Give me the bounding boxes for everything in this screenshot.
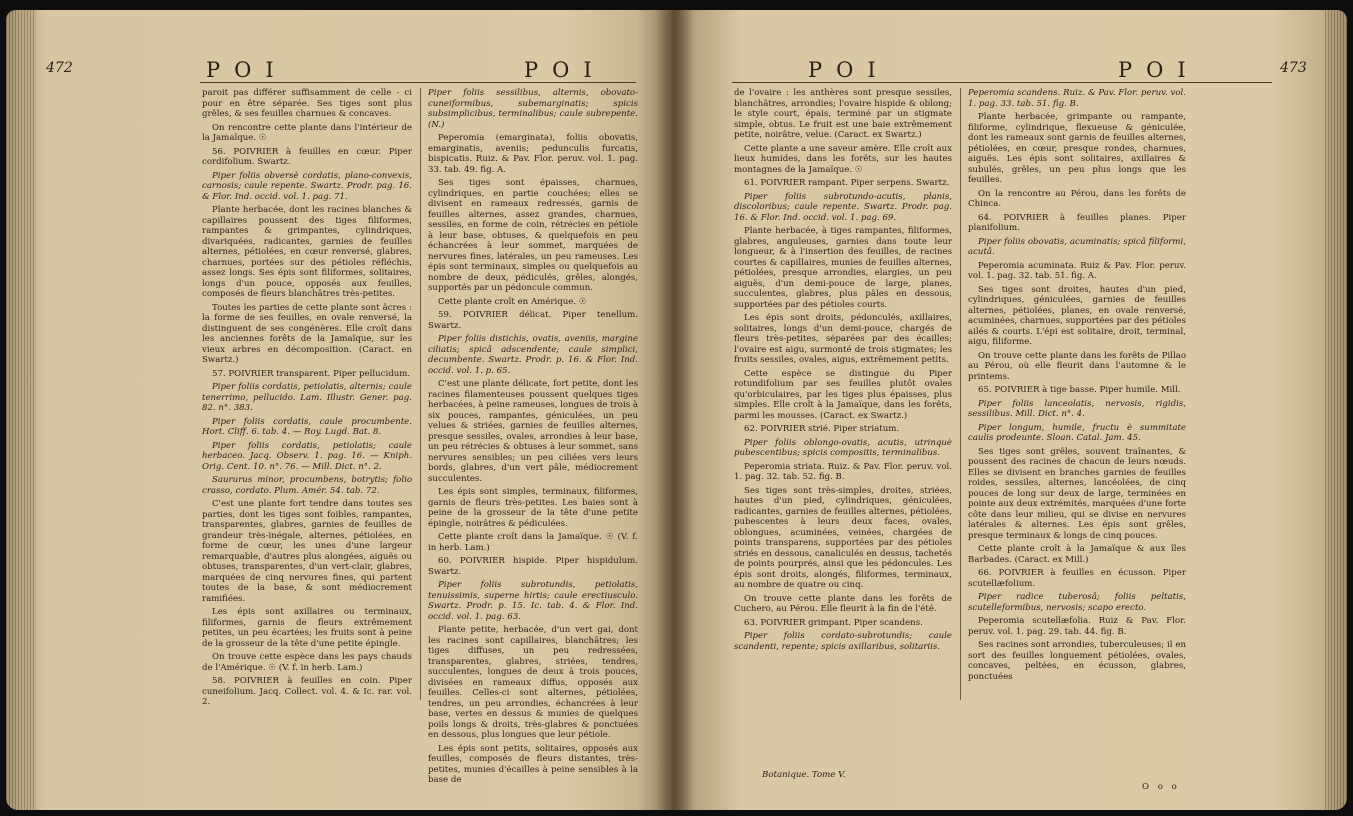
paragraph: Ses racines sont arrondies, tuberculeuses; il en sort des feuilles longuement pétiolées, ovales, concaves, peltées, en écusson, glabres, ponctuées <box>968 640 1186 682</box>
paragraph: C'est une plante fort tendre dans toutes ses parties, dont les tiges sont foibles, rampantes, transparentes, glabres, garnies de feuilles de grandeur très-inégale, alternes, pétiolées, en forme de cœur, les unes d'une largeur remarquable, d'autres plus alongées, aiguës ou obtuses, transparentes, d'un vert-clair, glabres, marquées de cinq nervures fines, qui partent toutes de la base, & sont médiocrement ramifiées. <box>202 499 412 604</box>
paragraph: Piper foliis distichis, ovatis, aveniis, margine ciliatis; spicâ adscendente; caule simplici, decumbente. Swartz. Prodr. p. 16. & Flor. Ind. occid. vol. 1. p. 65. <box>428 334 638 376</box>
paragraph: Plante herbacée, grimpante ou rampante, filiforme, cylindrique, flexueuse & géniculée, dont les rameaux sont garnis de feuilles alternes, pétiolées, en cœur, presque rondes, charnues, aiguës. Les épis sont solitaires, axillaires & subulés, grêles, un peu plus longs que les feuilles. <box>968 112 1186 185</box>
right-page-column-2 <box>968 88 1186 685</box>
entry-heading: 56. POIVRIER à feuilles en cœur. Piper cordifolium. Swartz. <box>202 146 412 167</box>
paragraph: Peperomia scutellæfolia. Ruiz & Pav. Flor. peruv. vol. 1. pag. 29. tab. 44. fig. B. <box>968 616 1186 637</box>
paragraph: Ses tiges sont très-simples, droites, striées, hautes d'un pied, cylindriques, géniculées, radicantes, garnies de feuilles alternes, pétiolées, pubescentes à leurs deux faces, ovales, oblongues, acuminées, veinées, chargées de points transparens, supportées par des pétioles striés en dessous, canaliculés en dessus, tachetés de points pourprés, ainsi que les pédoncules. Les épis sont droits, alongés, filiformes, terminaux, au nombre de quatre ou cinq. <box>734 485 952 590</box>
entry-heading: 59. POIVRIER délicat. Piper tenellum. Swartz. <box>428 310 638 331</box>
paragraph: de l'ovaire : les anthères sont presque sessiles, blanchâtres, arrondies; l'ovaire hispide & oblong; le style court, épais, terminé par un stigmate simple, obtus. Le fruit est une baie extrêmement petite, noirâtre, velue. (Caract. ex Swartz.) <box>734 88 952 140</box>
book-gutter <box>656 10 694 810</box>
right-page <box>672 10 1347 810</box>
entry-heading: 64. POIVRIER à feuilles planes. Piper planifolium. <box>968 212 1186 233</box>
paragraph: Peperomia striata. Ruiz. & Pav. Flor. peruv. vol. 1. pag. 32. tab. 52. fig. B. <box>734 461 952 482</box>
paragraph: Les épis sont droits, pédonculés, axillaires, solitaires, longs d'un demi-pouce, chargés de fleurs très-petites, séparées par des écailles; l'ovaire est aigu, surmonté de trois stigmates; les fruits sessiles, ovales, aigus, extrêmement petits. <box>734 313 952 365</box>
paragraph: Cette espèce se distingue du Piper rotundifolium par ses feuilles plutôt ovales qu'orbiculaires, par les tiges plus épaisses, plus simples. Elle croît à la Jamaïque, dans les forêts, parmi les mousses. (Caract. ex Swartz.) <box>734 368 952 421</box>
right-page-edges <box>1325 10 1347 810</box>
left-page-column-2 <box>428 88 638 789</box>
paragraph: Piper foliis cordatis, petiolatis; caule herbaceo. Jacq. Observ. 1. pag. 16. — Kniph. Orig. Cent. 10. n°. 76. — Mill. Dict. n°. 2. <box>202 440 412 472</box>
entry-heading: 61. POIVRIER rampant. Piper serpens. Swartz. <box>744 178 950 188</box>
entry-heading: 62. POIVRIER strié. Piper striatum. <box>744 424 900 434</box>
paragraph: Saururus minor, procumbens, botrytis; folio crasso, cordato. Plum. Amér. 54. tab. 72. <box>202 475 412 496</box>
paragraph: Piper foliis obversè cordatis, plano-convexis, carnosis; caule repente. Swartz. Prodr. pag. 16. & Flor. Ind. occid. vol. 1. pag. 71. <box>202 170 412 202</box>
paragraph: Les épis sont axillaires ou terminaux, filiformes, garnis de fleurs extrêmement petites, un peu écartées; les fruits sont à peine de la grosseur de la tête d'une petite épingle. <box>202 607 412 649</box>
paragraph: Plante herbacée, dont les racines blanches & capillaires poussent des tiges filiformes, rampantes & grimpantes, cylindriques, divariquées, radicantes, garnies de feuilles alternes, pétiolées, en cœur renversé, glabres, charnues, portées sur des pétioles réfléchis, assez longs. Ses épis sont filiformes, solitaires, longs d'un pouce, opposés aux feuilles, composés de fleurs blanchâtres très-petites. <box>202 205 412 299</box>
paragraph: Piper foliis lanceolatis, nervosis, rigidis, sessilibus. Mill. Dict. n°. 4. <box>968 398 1186 419</box>
paragraph: Cette plante croît en Amérique. ☉ <box>438 296 587 307</box>
entry-heading: 60. POIVRIER hispide. Piper hispidulum. Swartz. <box>428 556 638 577</box>
running-head-left-1: POI <box>206 58 288 82</box>
running-head-left-2: POI <box>524 58 606 82</box>
paragraph: Les épis sont petits, solitaires, opposés aux feuilles, composés de fleurs distantes, très-petites, munies d'écailles à peine sensibles à la base de <box>428 743 638 785</box>
paragraph: Toutes les parties de cette plante sont âcres : la forme de ses feuilles, en ovale renversé, la distinguent de ses congénères. Elle croît dans les anciennes forêts de la Jamaïque, sur les vieux arbres en décomposition. (Caract. en Swartz.) <box>202 302 412 365</box>
left-page <box>6 10 672 810</box>
paragraph: Piper foliis obovatis, acuminatis; spicâ filiformi, acutâ. <box>968 236 1186 257</box>
page-number-left: 472 <box>46 60 73 76</box>
paragraph: Piper foliis cordato-subrotundis; caule scandenti, repente; spicis axillaribus, solitariis. <box>734 631 952 652</box>
signature-mark: O o o <box>1142 782 1180 792</box>
paragraph: Ses tiges sont épaisses, charnues, cylindriques, en partie couchées; elles se divisent en rameaux redressés, garnis de feuilles alternes, assez grandes, charnues, sessiles, en forme de coin, rétrécies en pétiole à leur base, obtuses, & quelquefois en peu échancrées à leur sommet, marquées de nervures fines, latérales, un peu rameuses. Les épis sont terminaux, simples ou quelquefois au nombre de deux, pédiculés, grêles, alongés, supportés par un pédoncule commun. <box>428 178 638 293</box>
paragraph: On trouve cette plante dans les forêts de Pillao au Pérou, où elle fleurit dans l'automne & le printems. <box>968 350 1186 382</box>
header-rule-right <box>732 82 1272 83</box>
paragraph: Ses tiges sont droites, hautes d'un pied, cylindriques, géniculées, garnies de feuilles alternes, pétiolées, planes, en ovale renversé, acuminées, charnues, supportées par des pétioles ailés & courts. L'épi est solitaire, droit, terminal, aigu, filiforme. <box>968 284 1186 347</box>
paragraph: Ses tiges sont grêles, souvent traînantes, & poussent des racines de chacun de leurs nœuds. Elles se divisent en branches garnies de feuilles roides, sessiles, alternes, lancéolées, de cinq pouces de long sur deux de large, terminées en pointe aux deux extrémités, marquées d'une forte côte dans leur milieu, qui se divise en nervures latérales & alternes. Les épis sont grêles, presque terminaux & longs de cinq pouces. <box>968 446 1186 541</box>
entry-heading: 63. POIVRIER grimpant. Piper scandens. <box>744 617 923 628</box>
column-rule-right <box>960 88 961 700</box>
column-rule-left <box>420 88 421 700</box>
paragraph: Cette plante croît dans la Jamaïque. ☉ (V. f. in herb. Lam.) <box>428 532 638 553</box>
entry-heading: 66. POIVRIER à feuilles en écusson. Piper scutellæfolium. <box>968 568 1186 589</box>
header-rule-left <box>200 82 636 83</box>
paragraph: Peperomia scandens. Ruiz. & Pav. Flor. peruv. vol. 1. pag. 33. tab. 51. fig. B. <box>968 88 1186 109</box>
paragraph: Plante petite, herbacée, d'un vert gai, dont les racines sont capillaires, blanchâtres; les tiges diffuses, un peu redressées, transparentes, glabres, striées, tendres, succulentes, longues de deux à trois pouces, divisées en rameaux diffus, opposés aux feuilles. Celles-ci sont alternes, pétiolées, tendres, un peu arrondies, échancrées à leur base, vertes en dessus & munies de quelques poils longs & droits, très-glabres & ponctuées en dessous, plus longues que leur pétiole. <box>428 625 638 740</box>
entry-heading: 57. POIVRIER transparent. Piper pellucidum. <box>212 368 411 379</box>
paragraph: Piper foliis oblongo-ovatis, acutis, utrinquè pubescentibus; spicis compositis, terminalibus. <box>734 437 952 458</box>
running-head-right-1: POI <box>808 58 890 82</box>
paragraph: On rencontre cette plante dans l'intérieur de la Jamaïque. ☉ <box>202 122 412 143</box>
paragraph: Piper foliis cordatis, petiolatis, alternis; caule tenerrimo, pellucido. Lam. Illustr. Gener. pag. 82. n°. 383. <box>202 382 412 413</box>
open-book <box>6 10 1347 810</box>
paragraph: Les épis sont simples, terminaux, filiformes, garnis de fleurs très-petites. Les baies sont à peine de la grosseur de la tête d'une petite épingle, noirâtres & pédiculées. <box>428 487 638 529</box>
left-page-column-1 <box>202 88 412 711</box>
paragraph: On la rencontre au Pérou, dans les forêts de Chinca. <box>968 188 1186 209</box>
paragraph: Cette plante a une saveur amère. Elle croît aux lieux humides, dans les forêts, sur les hautes montagnes de la Jamaïque. ☉ <box>734 143 952 175</box>
left-page-edges <box>6 10 36 810</box>
paragraph: Cette plante croît à la Jamaïque & aux îles Barbades. (Caract. ex Mill.) <box>968 544 1186 565</box>
paragraph: Peperomia (emarginata), foliis obovatis, emarginatis, aveniis; pedunculis furcatis, bispicatis. Ruiz. & Pav. Flor. peruv. vol. 1. pag. 33. tab. 49. fig. A. <box>428 133 638 175</box>
paragraph: paroit pas différer suffisamment de celle - ci pour en être séparée. Ses tiges sont plus grêles, & ses feuilles charnues & concaves. <box>202 88 412 119</box>
entry-heading: 65. POIVRIER à tige basse. Piper humile. Mill. <box>978 385 1181 395</box>
paragraph: Piper foliis cordatis, caule procumbente. Hort. Cliff. 6. tab. 4. — Roy. Lugd. Bat. 8. <box>202 416 412 437</box>
paragraph: Piper foliis subrotundo-acutis, planis, discoloribus; caule repente. Swartz. Prodr. pag. 16. & Flor. Ind. occid. vol. 1. pag. 69. <box>734 191 952 223</box>
entry-heading: 58. POIVRIER à feuilles en coin. Piper cuneifolium. Jacq. Collect. vol. 4. & Ic. rar. vol. 2. <box>202 676 412 707</box>
page-number-right: 473 <box>1280 60 1307 76</box>
paragraph: Piper radice tuberosâ; foliis peltatis, scutelleformibus, nervosis; scapo erecto. <box>968 592 1186 613</box>
paragraph: On trouve cette espèce dans les pays chauds de l'Amérique. ☉ (V. f. in herb. Lam.) <box>202 652 412 673</box>
paragraph: Plante herbacée, à tiges rampantes, filiformes, glabres, anguleuses, garnies dans toute leur longueur, & à l'insertion des feuilles, de racines courtes & capillaires, munies de feuilles alternes, pétiolées, presque arrondies, elargies, un peu aiguës, d'un demi-pouce de large, planes, succulentes, glabres, plus pâles en dessous, supportées par des pétioles courts. <box>734 226 952 310</box>
paragraph: Piper longum, humile, fructu è summitate caulis prodeunte. Sloan. Catal. Jam. 45. <box>968 422 1186 443</box>
paragraph: Piper foliis subrotundis, petiolatis, tenuissimis, superne hirtis; caule erectiusculo. Swartz. Prodr. p. 15. Ic. tab. 4. & Flor. Ind. occid. vol. 1. pag. 63. <box>428 580 638 622</box>
paragraph: On trouve cette plante dans les forêts de Cuchero, au Pérou. Elle fleurit à la fin de l'été. <box>734 593 952 614</box>
running-head-right-2: POI <box>1118 58 1200 82</box>
paragraph: Peperomia acuminata. Ruiz & Pav. Flor. peruv. vol. 1. pag. 32. tab. 51. fig. A. <box>968 260 1186 281</box>
paragraph: Piper foliis sessilibus, alternis, obovato-cuneiformibus, subemarginatis; spicis subsimplicibus, terminalibus; caule subrepente. (N.) <box>428 88 638 130</box>
right-page-column-1 <box>734 88 952 655</box>
paragraph: C'est une plante délicate, fort petite, dont les racines filamenteuses poussent quelques tiges herbacées, à peine rameuses, longues de trois à six pouces, rampantes, géniculées, un peu velues & striées, garnies de feuilles alternes, presque sessiles, ovales, arrondies à leur base, un peu rétrécies & obtuses à leur sommet, sans nervures sensibles; un peu ciliées vers leurs bords, glabres, d'un vert pâle, médiocrement succulentes. <box>428 379 638 484</box>
signature-line: Botanique. Tome V. <box>762 770 846 780</box>
